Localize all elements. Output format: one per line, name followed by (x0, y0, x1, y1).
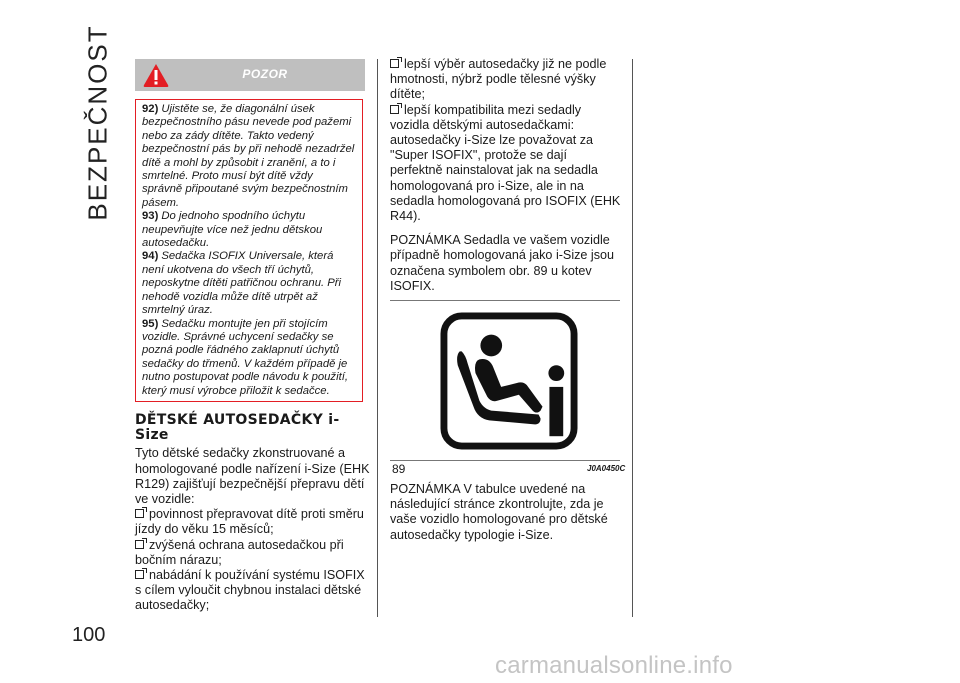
list-item: lepší kompatibilita mezi sedadly vozidla dětskými autosedačkami: autosedačky i-Size lze považovat za "Super ISOFIX", protože se dají perfektně nainstalovat jak na sedadla homologovaná pro i-Size, ale in na sedadla homologovaná pro ISOFIX (EHK R44). (390, 102, 621, 224)
column-divider-right (632, 59, 633, 617)
bullet-arrow-icon (390, 59, 399, 68)
note-paragraph: POZNÁMKA Sedadla ve vašem vozidle případně homologovaná jako i-Size jsou označena symbolem obr. 89 u kotev ISOFIX. (390, 233, 615, 293)
bullet-arrow-icon (390, 105, 399, 114)
list-item: nabádání k používání systému ISOFIX s cílem vyloučit chybnou instalaci dětské autosedačky; (135, 568, 365, 613)
page-number: 100 (72, 624, 106, 646)
list-item: zvýšená ochrana autosedačkou při bočním nárazu; (135, 537, 344, 567)
warning-title: POZOR (242, 67, 288, 81)
note-paragraph: POZNÁMKA V tabulce uvedené na následující stránce zkontrolujte, zda je vaše vozidlo homologované pro dětské autosedačky typologie i-Size. (390, 482, 608, 542)
figure-number: 89 (392, 462, 406, 476)
i-size-seat-icon (440, 312, 578, 450)
warning-header (135, 59, 365, 91)
list-item: lepší výběr autosedačky již ne podle hmotnosti, nýbrž podle tělesné výšky dítěte; (390, 57, 607, 102)
left-column (135, 413, 370, 614)
bullet-arrow-icon (135, 509, 144, 518)
warning-item: 93) Do jednoho spodního úchytu neupevňujte více než jednu dětskou autosedačku. (142, 210, 323, 250)
warning-item: 92) Ujistěte se, že diagonální úsek bezpečnostního pásu nevede pod pažemi nebo za zády dítěte. Takto vedený bezpečnostní pás by při nehodě nezadržel dítě a mohl by způsobit i zranění, a to i smrtelné. Proto musí být dítě vždy správně připoutané svým bezpečnostním pásem. (142, 103, 355, 209)
figure-top-rule (390, 300, 620, 301)
right-column-bottom (390, 482, 622, 543)
section-heading: DĚTSKÉ AUTOSEDAČKY i-Size (135, 412, 340, 444)
figure-code: J0A0450C (587, 464, 626, 473)
list-item: povinnost přepravovat dítě proti směru jízdy do věku 15 měsíců; (135, 507, 364, 537)
figure-bottom-rule (390, 460, 620, 461)
warning-item: 95) Sedačku montujte jen při stojícím vozidle. Správné uchycení sedačky se pozná podle řádného zaklapnutí úchytů sedačky do třmenů. V každém případě je nutno postupovat podle návodu k použití, který musí výrobce přiložit k sedačce. (142, 317, 349, 397)
warning-box (135, 99, 363, 402)
bullet-arrow-icon (135, 540, 144, 549)
warning-item: 94) Sedačka ISOFIX Universale, která není ukotvena do všech tří úchytů, neposkytne dítěti patřičnou ochranu. Při nehodě vozidla může dítě utrpět až smrtelný úraz. (142, 250, 342, 317)
right-column-top (390, 57, 622, 294)
bullet-arrow-icon (135, 570, 144, 579)
column-divider-left (377, 59, 378, 617)
intro-paragraph: Tyto dětské sedačky zkonstruované a homologované podle nařízení i-Size (EHK R129) zajišťují bezpečnější přepravu dětí ve vozidle: (135, 446, 370, 507)
watermark: carmanualsonline.info (495, 652, 733, 679)
section-title: BEZPEČNOST (82, 24, 113, 221)
